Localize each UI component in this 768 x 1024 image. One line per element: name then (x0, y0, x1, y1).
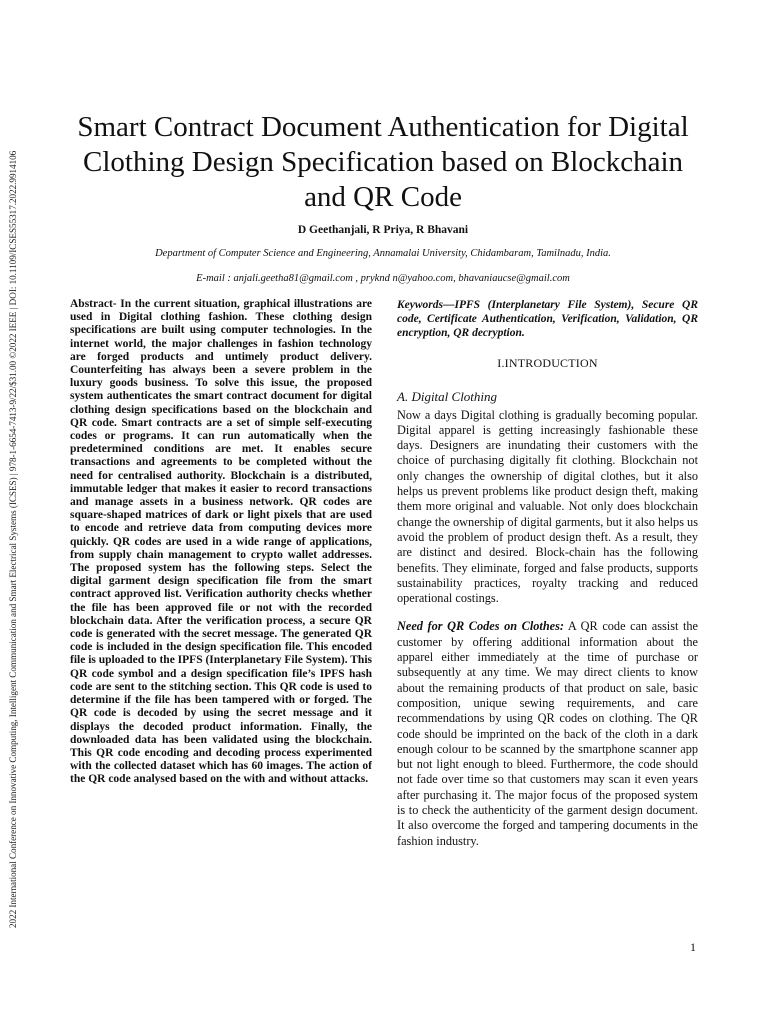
paragraph-qr-codes (397, 619, 698, 848)
paper-title: Smart Contract Document Authentication for Digital Clothing Design Specification based on Blockchain and QR Code (77, 111, 689, 213)
abstract-text: Abstract- In the current situation, graphical illustrations are used in Digital clothing fashion. These clothing design specifications are built using computer technologies. In the internet world, the major challenges in fashion technology are forged products and untimely product delivery. Counterfeiting has always been a severe problem in the luxury goods business. To solve this issue, the proposed system authenticates the smart contract document for digital clothing design specifications based on the blockchain and QR code. Smart contracts are a set of simple self-executing codes or programs. It can run automatically when the predetermined conditions are met. It enables secure transactions and agreements to be completed without the need for centralised authority. Blockchain is a distributed, immutable ledger that makes it easier to record transactions and manage assets in a business network. QR codes are square-shaped matrices of dark or light pixels that are used to encode and retrieve data from computing devices more quickly. QR codes are used in a wide range of applications, from supply chain management to crypto wallet addresses. The proposed system has the following steps. Select the digital garment design specification file from the smart contract approved list. Verification authority checks whether the file has been approved file or not with the recorded blockchain data. After the verification process, a secure QR code is generated with the secret message. The generated QR code is included in the design specification file. This encoded file is uploaded to the IPFS (Interplanetary File System). This QR code symbol and a design specification file’s IPFS hash code are sent to the stitching section. This QR code is used to determine if the file has been tampered with or forged. The QR code is decoded by using the secret message and it displays the decoded product information. Finally, the downloaded data has been validated using the blockchain. This QR code encoding and decoding process experimented with the collected dataset which has 60 images. The action of the QR code analysed based on the with and without attacks. (70, 298, 372, 786)
paragraph-digital-clothing: Now a days Digital clothing is gradually becoming popular. Digital apparel is getting increasingly fashionable these days. Designers are inundating their customers with the choice of purchasing digitally fit clothing. Blockchain not only changes the ownership of digital clothes, but it also helps us prevent problems like product design theft, making them more original and valuable. Not only does blockchain change the ownership of digital garments, but it also helps us avoid the problem of product design theft. As a result, they are distinct and desired. Block-chain has the following benefits. They eliminate, forged and false products, supports sustainability practices, royalty tracking and reduced operational costings. (397, 407, 698, 606)
paragraph-qr-codes-text: A QR code can assist the customer by offering additional information about the apparel either immediately at the time of purchase or subsequently at any time. We may direct clients to know about the remaining products of that product on sale, basic composition, unique sewing requirements, and care recommendations by using QR codes on clothing. The QR code should be imprinted on the back of the cloth in a dark enough colour to be scanned by the smartphone scanner app but not light enough to bleed. Furthermore, the code should not fade over time so that customers may scan it even years after purchasing it. The major focus of the proposed system is to check the authenticity of the garment design document. It also overcome the forged and tampering documents in the fashion industry. (397, 619, 698, 848)
keywords: Keywords—IPFS (Interplanetary File System), Secure QR code, Certificate Authentication, Verification, Validation, QR encryption, QR decryption. (397, 299, 698, 339)
right-column (397, 298, 698, 849)
side-note-text: 2022 International Conference on Innovative Computing, Intelligent Communication and Smart Electrical Systems (ICSES) | 978-1-6654-7413-9/22/$31.00 ©2022 IEEE | DOI: 10.1109/ICSES55317.2022.9914106 (8, 150, 18, 928)
abstract-column (70, 298, 372, 787)
subsection-heading-digital-clothing: A. Digital Clothing (397, 389, 498, 405)
affiliation: Department of Computer Science and Engineering, Annamalai University, Chidambaram, Tamilnadu, India. (155, 248, 611, 259)
section-heading-introduction: I.INTRODUCTION (497, 356, 598, 370)
page-number: 1 (690, 940, 696, 954)
ieee-side-note (2, 96, 30, 928)
author-list: D Geethanjali, R Priya, R Bhavani (297, 224, 469, 236)
email-line: E-mail : anjali.geetha81@gmail.com , pryknd n@yahoo.com, bhavaniaucse@gmail.com (196, 273, 570, 284)
run-in-heading: Need for QR Codes on Clothes: (397, 619, 564, 634)
